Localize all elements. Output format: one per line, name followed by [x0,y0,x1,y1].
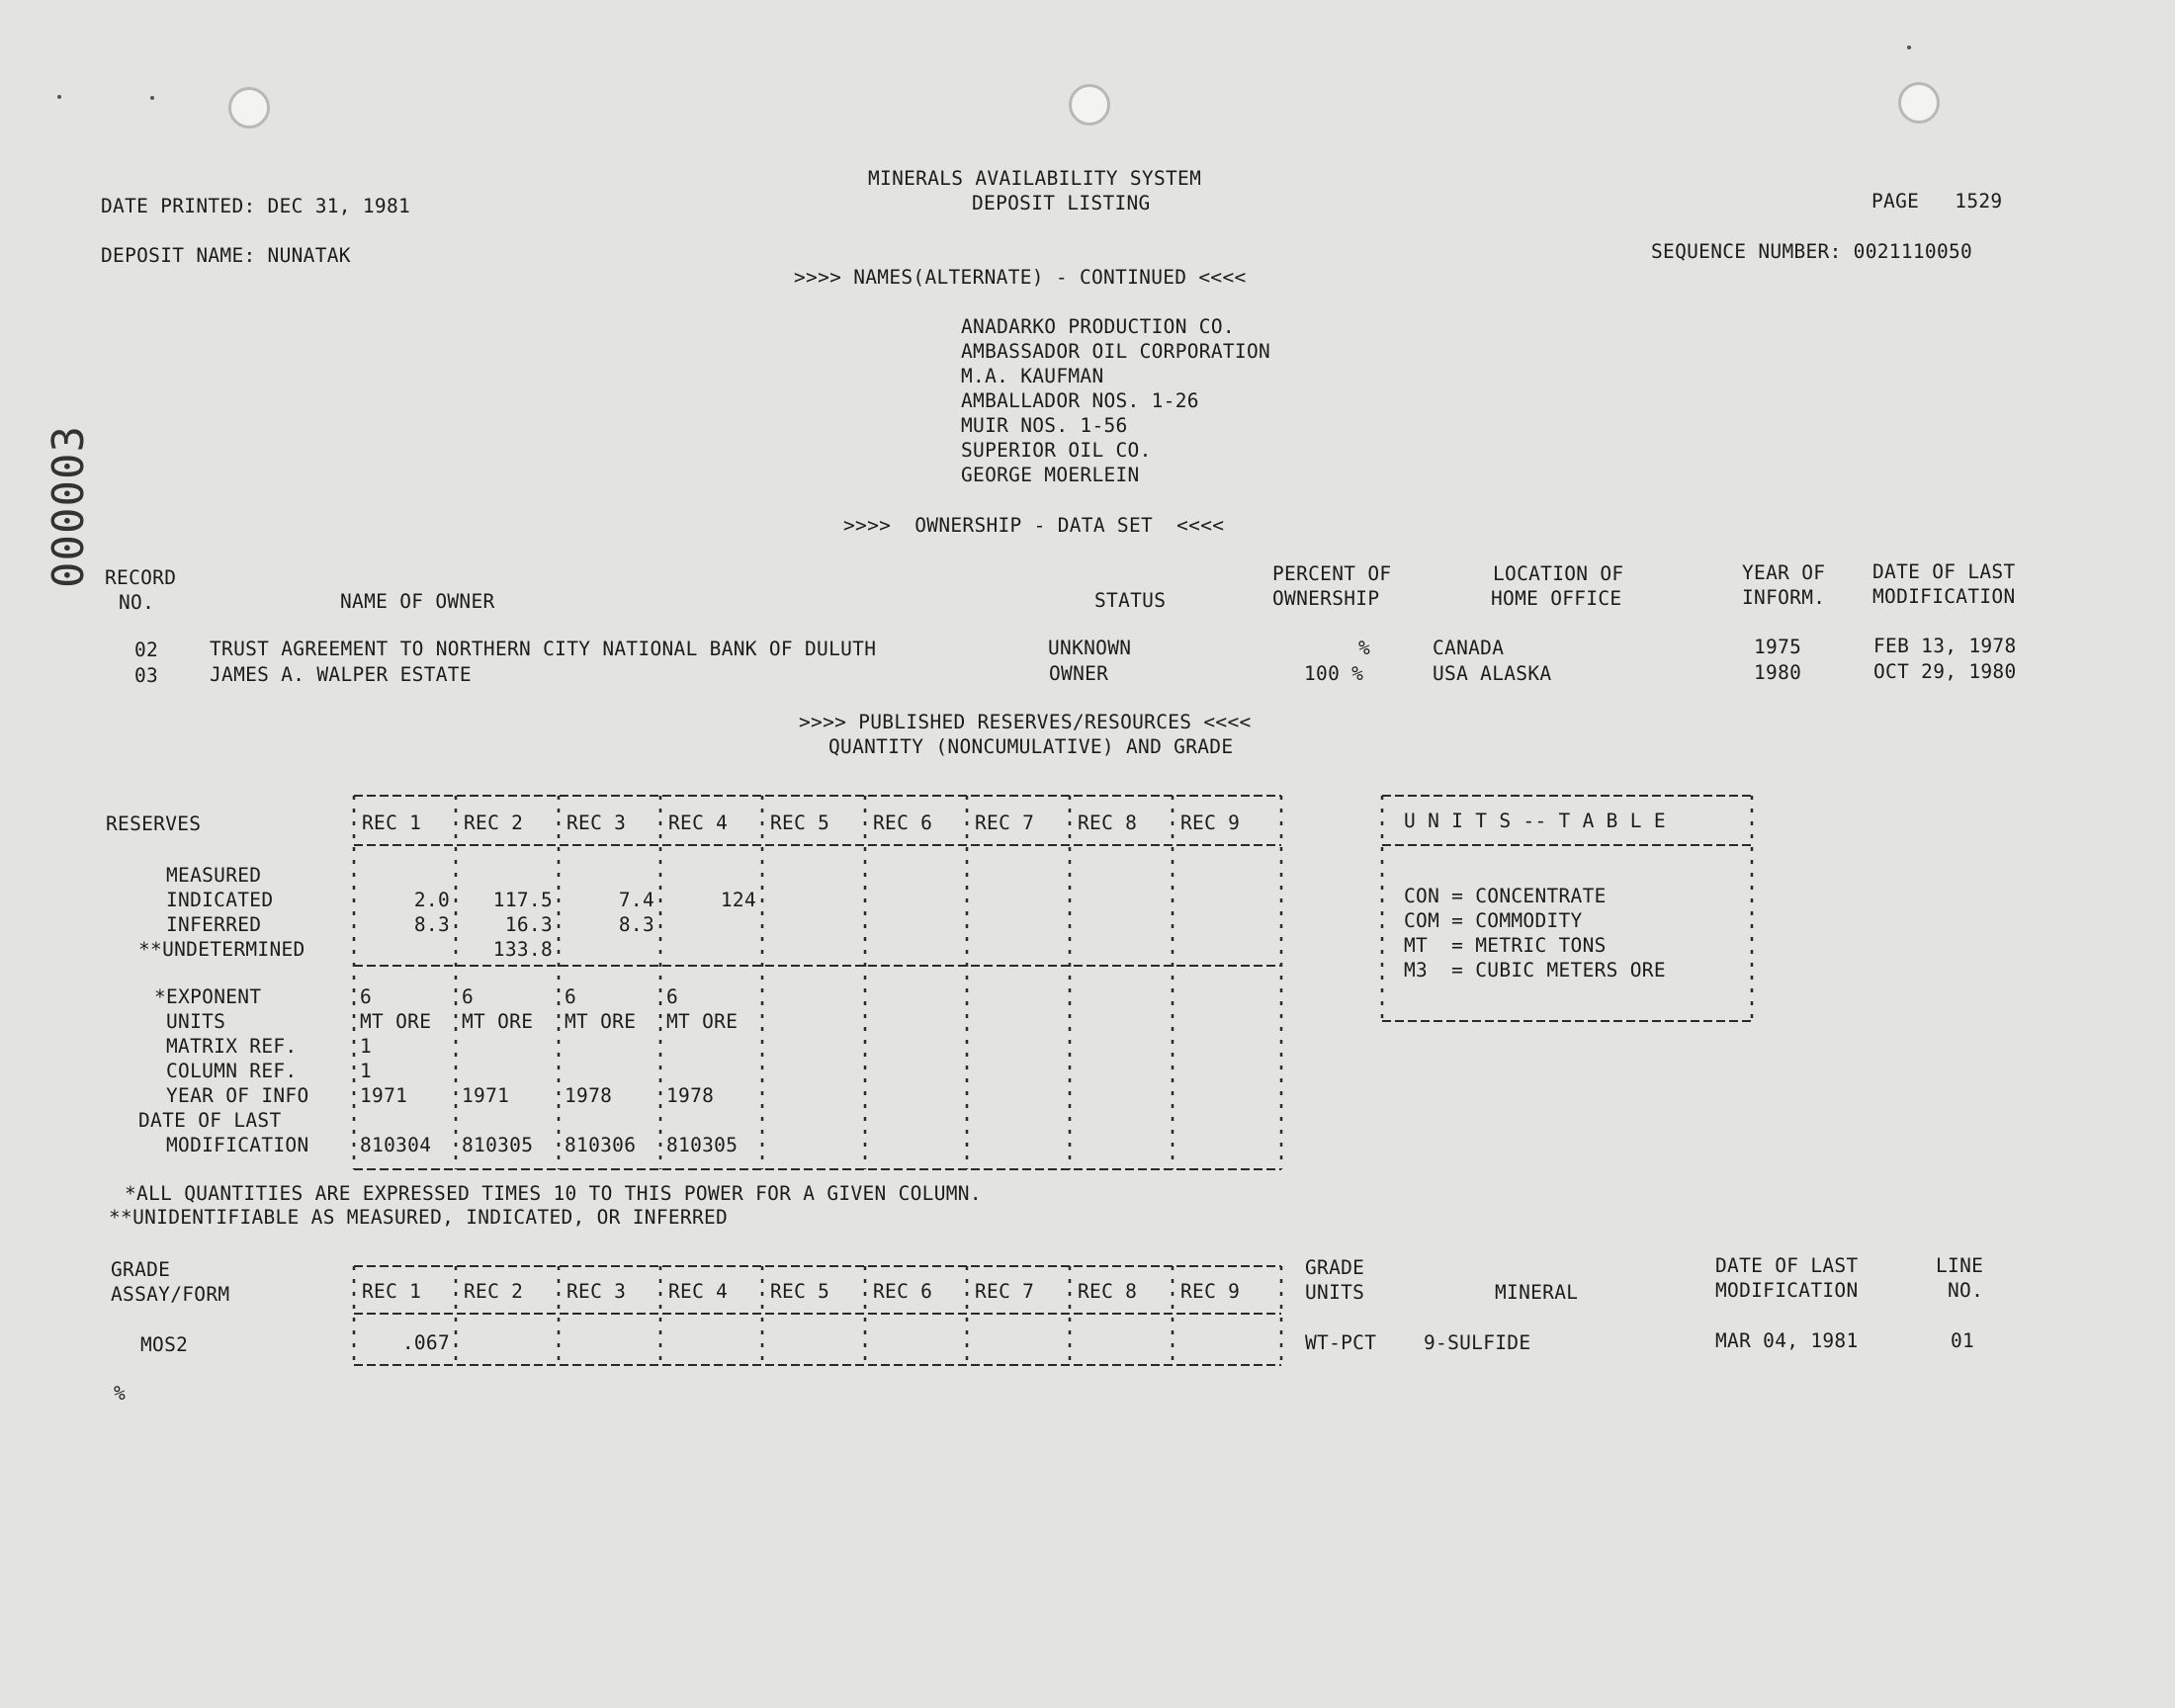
grade-date-label-2: MODIFICATION [1715,1279,1859,1302]
grade-units: WT-PCT [1305,1331,1377,1354]
grade-rec-header: REC 6 [873,1280,933,1303]
reserve-detail-value: 6 [565,985,577,1008]
grade-rec-header: REC 4 [668,1280,729,1303]
listing-title: DEPOSIT LISTING [972,192,1151,214]
reserve-detail-value: 1978 [565,1084,613,1107]
name-line: SUPERIOR OIL CO. [961,439,1152,462]
grade-rec-header: REC 1 [362,1280,422,1303]
grade-date-label: DATE OF LAST [1715,1254,1859,1277]
reserve-detail-label: MATRIX REF. [166,1035,298,1058]
owner-status: OWNER [1049,662,1109,685]
rec-column-header: REC 8 [1078,811,1138,834]
rec-column-header: REC 7 [975,811,1035,834]
reserves-heading: >>>> PUBLISHED RESERVES/RESOURCES <<<< [799,711,1252,733]
system-title: MINERALS AVAILABILITY SYSTEM [868,167,1202,190]
rec-column-header: REC 6 [873,811,933,834]
grade-line-no: 01 [1951,1329,1975,1352]
reserve-row-label: INFERRED [166,913,262,936]
reserve-value: 8.3 [413,913,450,936]
rec-column-header: REC 4 [668,811,729,834]
sequence-number: SEQUENCE NUMBER: 0021110050 [1651,240,1973,263]
reserve-detail-label: DATE OF LAST [138,1109,282,1132]
reserve-value: 133.8 [492,938,553,961]
footnote-exponent: *ALL QUANTITIES ARE EXPRESSED TIMES 10 TO THIS POWER FOR A GIVEN COLUMN. [125,1182,982,1205]
units-entry: COM = COMMODITY [1404,909,1583,932]
reserve-detail-value: 6 [666,985,679,1008]
reserve-detail-value: 6 [360,985,373,1008]
reserve-detail-label: MODIFICATION [166,1134,309,1156]
reserve-detail-value: 810306 [565,1134,637,1156]
footnote-undetermined: **UNIDENTIFIABLE AS MEASURED, INDICATED, OR INFERRED [109,1206,729,1229]
units-entry: CON = CONCENTRATE [1404,885,1607,907]
rec-column-header: REC 1 [362,811,422,834]
reserve-detail-value: 810304 [360,1134,432,1156]
ownership-heading: >>>> OWNERSHIP - DATA SET <<<< [843,514,1225,537]
reserve-detail-value: MT ORE [565,1010,637,1033]
reserve-detail-value: 810305 [666,1134,739,1156]
reserve-detail-label: YEAR OF INFO [166,1084,309,1107]
reserve-detail-value: MT ORE [666,1010,739,1033]
grade-units-label: GRADE [1305,1256,1365,1279]
owner-percent: 100 % [1304,662,1364,685]
reserve-detail-label: UNITS [166,1010,226,1033]
reserve-value: 117.5 [492,889,553,911]
units-entry: M3 = CUBIC METERS ORE [1404,959,1666,982]
col-location: LOCATION OF [1493,562,1624,585]
col-date: DATE OF LAST [1872,560,2016,583]
grade-rec-header: REC 9 [1180,1280,1241,1303]
rec-column-header: REC 5 [770,811,830,834]
units-entry: MT = METRIC TONS [1404,934,1607,957]
reserve-value: 16.3 [504,913,553,936]
owner-record-no: 03 [134,664,159,687]
owner-status: UNKNOWN [1048,637,1132,659]
reserve-detail-value: 1971 [462,1084,510,1107]
col-percent-2: OWNERSHIP [1272,587,1380,610]
assay-form-label: ASSAY/FORM [111,1283,230,1306]
owner-date: FEB 13, 1978 [1873,635,2017,657]
owner-record-no: 02 [134,639,159,661]
grade-rec-header: REC 8 [1078,1280,1138,1303]
reserve-detail-label: COLUMN REF. [166,1060,298,1082]
reserve-row-label: INDICATED [166,889,274,911]
owner-location: USA ALASKA [1433,662,1552,685]
owner-date: OCT 29, 1980 [1873,660,2017,683]
reserve-detail-value: MT ORE [462,1010,534,1033]
owner-year: 1975 [1754,636,1802,658]
grade-rec-header: REC 5 [770,1280,830,1303]
reserve-value: 7.4 [618,889,654,911]
grade-mineral: 9-SULFIDE [1424,1331,1531,1354]
name-line: AMBALLADOR NOS. 1-26 [961,389,1199,412]
reserve-detail-value: 1 [360,1035,373,1058]
rec-column-header: REC 9 [1180,811,1241,834]
owner-name: JAMES A. WALPER ESTATE [210,663,472,686]
col-year: YEAR OF [1742,561,1826,584]
owner-name: TRUST AGREEMENT TO NORTHERN CITY NATIONAL BANK OF DULUTH [210,638,877,660]
col-record-no: NO. [119,591,155,614]
names-heading: >>>> NAMES(ALTERNATE) - CONTINUED <<<< [794,266,1247,289]
col-record: RECORD [105,566,177,589]
reserve-detail-value: MT ORE [360,1010,432,1033]
reserve-row-label: MEASURED [166,864,262,887]
col-date-2: MODIFICATION [1872,585,2016,608]
reserve-row-label: **UNDETERMINED [138,938,305,961]
side-stamp-text: 000003 [44,425,94,588]
col-status: STATUS [1094,589,1167,612]
owner-year: 1980 [1754,661,1802,684]
rec-column-header: REC 2 [464,811,524,834]
reserves-subheading: QUANTITY (NONCUMULATIVE) AND GRADE [828,735,1234,758]
page-number: PAGE 1529 [1871,190,2003,213]
grade-date: MAR 04, 1981 [1715,1329,1859,1352]
reserve-detail-value: 6 [462,985,475,1008]
date-printed: DATE PRINTED: DEC 31, 1981 [101,195,411,217]
reserve-detail-value: 1978 [666,1084,715,1107]
line-label: LINE [1936,1254,1984,1277]
rec-column-header: REC 3 [566,811,627,834]
reserve-detail-value: 810305 [462,1134,534,1156]
name-line: AMBASSADOR OIL CORPORATION [961,340,1271,363]
reserve-detail-value: 1971 [360,1084,408,1107]
reserve-value: 8.3 [618,913,654,936]
name-line: M.A. KAUFMAN [961,365,1104,387]
trailer-mark: % [114,1382,127,1405]
col-year-2: INFORM. [1742,586,1826,609]
reserves-title: RESERVES [106,812,202,835]
owner-location: CANADA [1433,637,1505,659]
reserve-detail-value: 1 [360,1060,373,1082]
grade-label: GRADE [111,1258,171,1281]
reserve-detail-label: *EXPONENT [154,985,262,1008]
grade-rec-header: REC 2 [464,1280,524,1303]
col-owner-name: NAME OF OWNER [340,590,495,613]
grade-rec-header: REC 3 [566,1280,627,1303]
name-line: ANADARKO PRODUCTION CO. [961,315,1235,338]
grade-units-label-2: UNITS [1305,1281,1365,1304]
owner-percent: % [1358,637,1371,659]
deposit-name: DEPOSIT NAME: NUNATAK [101,244,351,267]
units-table-title: U N I T S -- T A B L E [1404,810,1666,832]
reserve-value: 2.0 [413,889,450,911]
line-no-label: NO. [1948,1279,1984,1302]
grade-rec-header: REC 7 [975,1280,1035,1303]
grade-value: .067 [401,1331,450,1354]
reserve-value: 124 [720,889,756,911]
grade-assay: MOS2 [140,1333,189,1356]
mineral-label: MINERAL [1495,1281,1579,1304]
name-line: GEORGE MOERLEIN [961,464,1140,486]
name-line: MUIR NOS. 1-56 [961,414,1128,437]
col-percent: PERCENT OF [1272,562,1392,585]
col-location-2: HOME OFFICE [1491,587,1622,610]
